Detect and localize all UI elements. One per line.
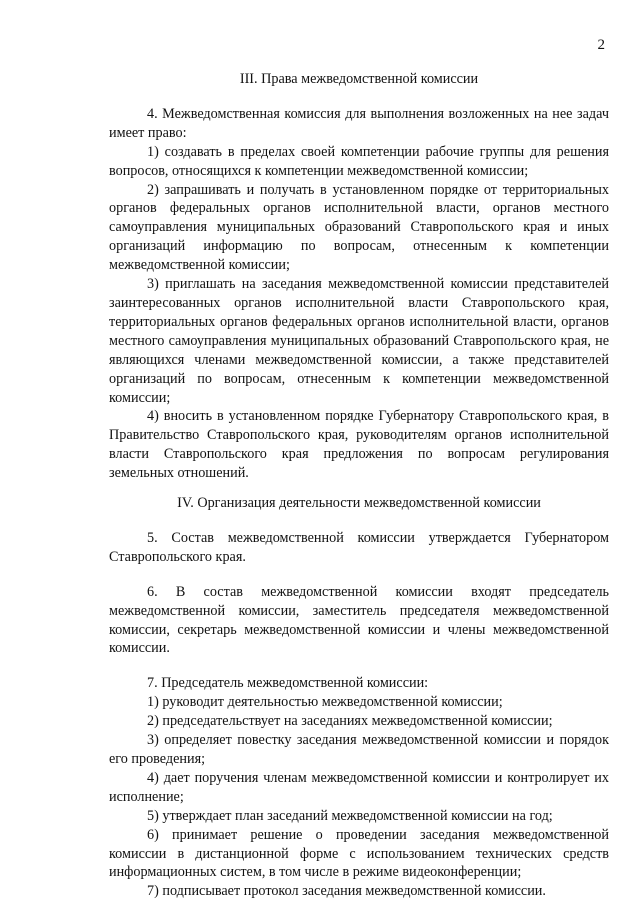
paragraph-item-7-2: 2) председательствует на заседаниях межведомственной комиссии; (147, 713, 553, 730)
paragraph-item-7-5: 5) утверждает план заседаний межведомственной комиссии на год; (147, 807, 553, 824)
section-3-heading: III. Права межведомственной комиссии (239, 71, 479, 87)
paragraph-gap (109, 567, 609, 583)
paragraph-item-7-3: 3) определяет повестку заседания межведомственной комиссии и порядок его проведения; (109, 732, 609, 767)
section-4-heading: IV. Организация деятельности межведомственной комиссии (177, 495, 541, 512)
paragraph-item-6: 6. В состав межведомственной комиссии входят председатель межведомственной комиссии, заместитель председателя межведомственной комиссии, секретарь межведомственной комиссии и члены межведомственной комиссии. (109, 583, 609, 657)
paragraph-item-4-3: 3) приглашать на заседания межведомственной комиссии представителей заинтересованных органов исполнительной власти Ставропольского края, территориальных органов федеральных органов исполнительной власти, органов местного самоуправления муниципальных образований Ставропольского края, не являющихся членами межведомственной комиссии, а также представителей организаций по вопросам, отнесенным к компетенции межведомственной комиссии; (109, 276, 609, 406)
paragraph-item-4: 4. Межведомственная комиссия для выполнения возложенных на нее задач имеет право: (109, 105, 609, 141)
paragraph-item-7-7: 7) подписывает протокол заседания межведомственной комиссии. (147, 883, 546, 900)
paragraph-gap (109, 658, 609, 674)
paragraph-item-7-6: 6) принимает решение о проведении заседания межведомственной комиссии в дистанционной форме с использованием технических средств информационных систем, в том числе в режиме видеоконференции; (109, 826, 609, 881)
page-number: 2 (597, 37, 605, 53)
paragraph-item-7-1: 1) руководит деятельностью межведомственной комиссии; (147, 694, 503, 711)
paragraph-item-4-2: 2) запрашивать и получать в установленном порядке от территориальных органов федеральных органов исполнительной власти, органов местного самоуправления муниципальных образований Ставропольского края и иных организаций информацию по вопросам, отнесенным к компетенции межведомственной комиссии; (109, 181, 609, 274)
document-body (109, 70, 609, 901)
paragraph-item-7: 7. Председатель межведомственной комиссии: (147, 675, 429, 692)
paragraph-item-7-4: 4) дает поручения членам межведомственной комиссии и контролирует их исполнение; (109, 769, 609, 805)
paragraph-item-4-4: 4) вносить в установленном порядке Губернатору Ставропольского края, в Правительство Ставропольского края, руководителям органов исполнительной власти Ставропольского края предложения по вопросам регулирования земельных отношений. (109, 408, 609, 482)
paragraph-item-4-1: 1) создавать в пределах своей компетенции рабочие группы для решения вопросов, относящихся к компетенции межведомственной комиссии; (109, 143, 609, 179)
paragraph-item-5: 5. Состав межведомственной комиссии утверждается Губернатором Ставропольского края. (109, 529, 609, 565)
